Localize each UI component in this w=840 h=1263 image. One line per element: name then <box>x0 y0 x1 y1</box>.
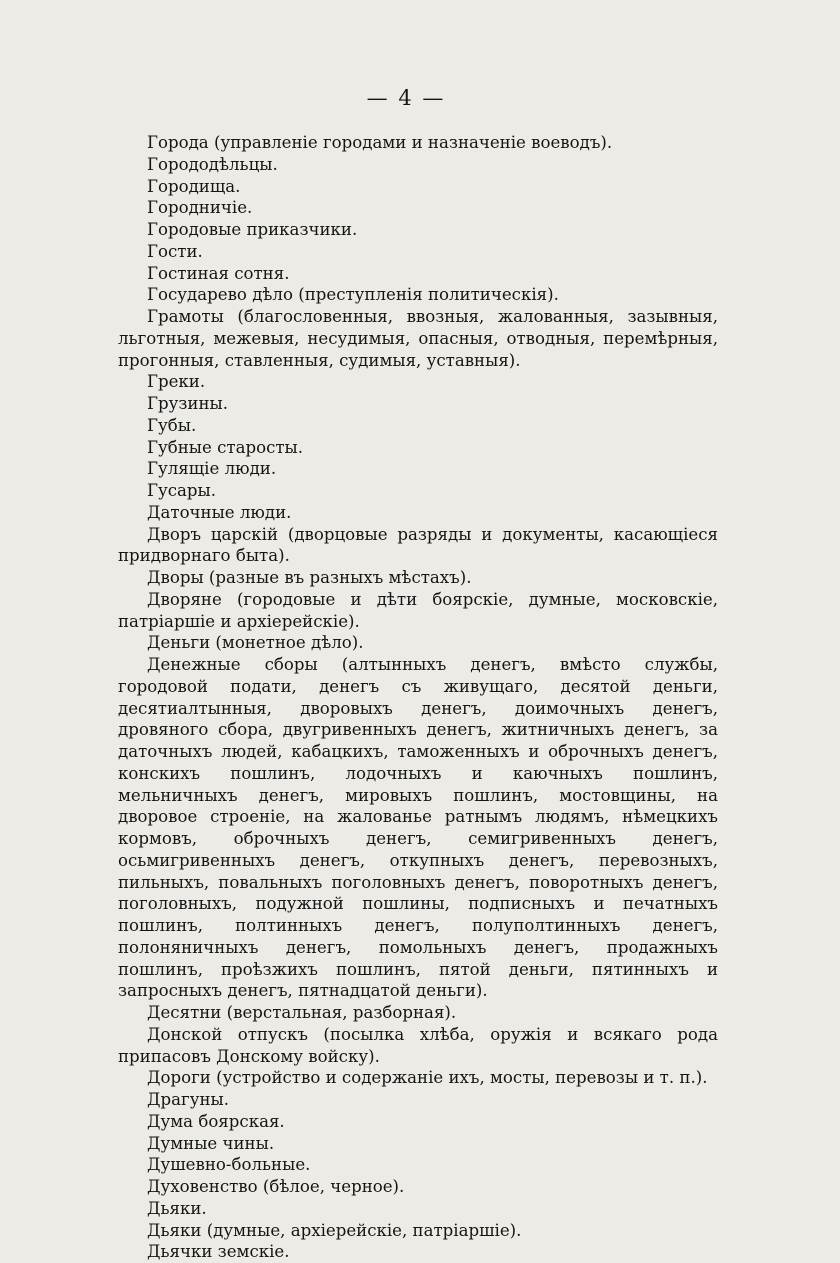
index-entry: Дьяки. <box>147 1198 207 1218</box>
index-entry: Драгуны. <box>147 1090 230 1109</box>
index-entry: Дума боярская. <box>147 1111 285 1131</box>
index-entry: Духовенство (бѣлое, черное). <box>147 1177 405 1196</box>
index-entry: Грамоты (благословенныя, ввозныя, жалованныя, зазывныя, льготныя, межевыя, несудимыя, опасныя, отводныя, перемѣрныя, прогонныя, ставленныя, судимыя, уставныя). <box>118 307 718 370</box>
index-entry: Дьяки (думные, архіерейскіе, патріаршіе). <box>147 1220 522 1240</box>
index-entry: Горододѣльцы. <box>147 154 278 174</box>
index-entry: Дворяне (городовые и дѣти боярскіе, думные, московскіе, патріаршіе и архіерейскіе). <box>118 589 718 631</box>
index-entry: Дороги (устройство и содержаніе ихъ, мосты, перевозы и т. п.). <box>147 1068 708 1088</box>
index-entry: Гостиная сотня. <box>147 263 290 283</box>
index-entry: Душевно-больные. <box>147 1155 311 1175</box>
index-entry: Деньги (монетное дѣло). <box>147 633 364 653</box>
index-entry: Десятни (верстальная, разборная). <box>147 1003 457 1022</box>
index-entry: Думные чины. <box>147 1133 275 1153</box>
index-entry: Городовые приказчики. <box>147 220 358 239</box>
index-entry: Денежные сборы (алтынныхъ денегъ, вмѣсто службы, городовой подати, денегъ съ живущаго, десятой деньги, десятиалтынныя, дворовыхъ денегъ, доимочныхъ денегъ, дровяного сбора, двугривенныхъ денегъ, житничныхъ денегъ, за даточныхъ людей, кабацкихъ, таможенныхъ и оброчныхъ денегъ, конскихъ пошлинъ, лодочныхъ и каючныхъ пошлинъ, мельничныхъ денегъ, мировыхъ пошлинъ, мостовщины, на дворовое строеніе, на жалованье ратнымъ людямъ, нѣмецкихъ кормовъ, оброчныхъ денегъ, семигривенныхъ денегъ, осьмигривенныхъ денегъ, откупныхъ денегъ, перевозныхъ, пильныхъ, повальныхъ поголовныхъ денегъ, поворотныхъ денегъ, поголовныхъ, подужной пошлины, подписныхъ и печатныхъ пошлинъ, полтинныхъ денегъ, полуполтинныхъ денегъ, полоняничныхъ денегъ, помольныхъ денегъ, продажныхъ пошлинъ, проѣзжихъ пошлинъ, пятой деньги, пятинныхъ и запросныхъ денегъ, пятнадцатой деньги). <box>118 655 718 1001</box>
index-entry: Гусары. <box>147 481 217 500</box>
index-entry: Гости. <box>147 241 203 261</box>
index-entry: Гулящіе люди. <box>147 459 277 479</box>
index-entry: Губные старосты. <box>147 437 304 457</box>
subject-index-list <box>118 132 718 1263</box>
index-entry: Греки. <box>147 372 206 392</box>
index-entry: Губы. <box>147 415 197 435</box>
index-entry: Города (управленіе городами и назначеніе воеводъ). <box>147 133 613 152</box>
index-entry: Дьячки земскіе. <box>147 1242 290 1262</box>
index-entry: Дворы (разные въ разныхъ мѣстахъ). <box>147 568 472 587</box>
index-entry: Дворъ царскій (дворцовые разряды и документы, касающіеся придворнаго быта). <box>118 524 718 566</box>
index-entry: Грузины. <box>147 394 229 413</box>
index-entry: Городища. <box>147 176 241 196</box>
index-entry: Городничіе. <box>147 198 253 218</box>
index-entry: Государево дѣло (преступленія политическія). <box>147 285 559 305</box>
index-entry: Донской отпускъ (посылка хлѣба, оружія и всякаго рода припасовъ Донскому войску). <box>118 1024 718 1066</box>
index-entry: Даточные люди. <box>147 502 292 522</box>
page-number: — 4 — <box>366 86 446 110</box>
